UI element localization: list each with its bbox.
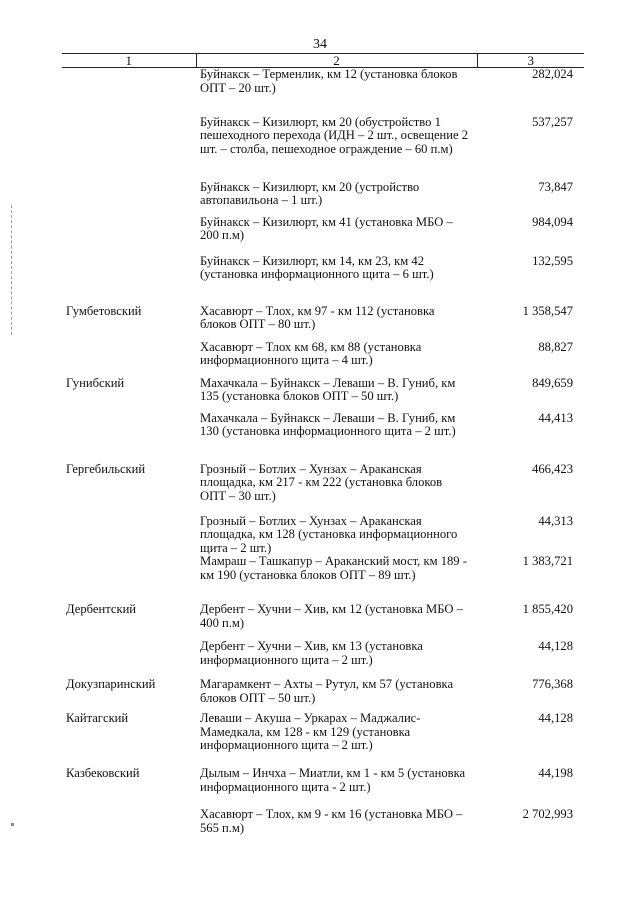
table-row: [62, 216, 584, 255]
table-row: [62, 305, 584, 341]
description-cell: Хасавюрт – Тлох, км 9 - км 16 (установка МБО – 565 п.м): [200, 807, 463, 835]
description-cell: Хасавюрт – Тлох км 68, км 88 (установка информационного щита – 4 шт.): [200, 339, 422, 367]
district-cell: [62, 808, 196, 842]
funding-table: [62, 53, 584, 842]
description-cell: Махачкала – Буйнакск – Леваши – В. Гуниб, км 135 (установка блоков ОПТ – 50 шт.): [200, 375, 456, 403]
amount-cell: 44,128: [538, 639, 573, 653]
district-cell: [62, 412, 196, 463]
description-cell: Буйнакск – Кизилюрт, км 20 (устройство автопавильона – 1 шт.): [200, 179, 420, 207]
table-row: [62, 767, 584, 808]
description-cell: Дербент – Хучни – Хив, км 12 (установка МБО – 400 п.м): [200, 602, 463, 630]
table-row: [62, 68, 584, 116]
margin-fold-marks: [11, 205, 14, 335]
amount-cell: 44,313: [538, 513, 573, 528]
district-cell: [62, 515, 196, 556]
description-cell: Дербент – Хучни – Хив, км 13 (установка информационного щита – 2 шт.): [200, 639, 423, 667]
description-cell: Мамраш – Ташкапур – Араканский мост, км 189 - км 190 (установка блоков ОПТ – 89 шт.): [200, 554, 467, 582]
description-cell: Буйнакск – Терменлик, км 12 (установка блоков ОПТ – 20 шт.): [200, 67, 458, 95]
description-cell: Грозный – Ботлих – Хунзах – Араканская площадка, км 217 - км 222 (установка блоков ОПТ – 30 шт.): [200, 461, 443, 503]
description-cell: Махачкала – Буйнакск – Леваши – В. Гуниб, км 130 (установка информационного щита – 2 шт.): [200, 410, 456, 438]
amount-cell: 1 855,420: [522, 602, 573, 616]
description-cell: Буйнакск – Кизилюрт, км 20 (обустройство 1 пешеходного перехода (ИДН – 2 шт., освещение 2 шт. – столба, пешеходное ограждение – 60 п.м): [200, 114, 469, 156]
district-cell: Докузпаринский: [66, 677, 156, 691]
district-cell: [62, 341, 196, 377]
amount-cell: 73,847: [538, 179, 573, 194]
amount-cell: 537,257: [532, 114, 573, 129]
amount-cell: 88,827: [538, 339, 573, 354]
district-cell: [62, 640, 196, 678]
amount-cell: 282,024: [532, 67, 573, 81]
table-row: [62, 341, 584, 377]
table-row: [62, 515, 584, 556]
amount-cell: 44,413: [538, 410, 573, 425]
table-row: [62, 181, 584, 216]
district-cell: Казбековский: [66, 766, 140, 780]
table-row: [62, 808, 584, 842]
table-row: [62, 116, 584, 181]
margin-dot: [11, 823, 14, 826]
district-cell: Кайтагский: [66, 711, 129, 725]
table-row: [62, 412, 584, 463]
amount-cell: 849,659: [532, 375, 573, 390]
district-cell: [62, 68, 196, 116]
description-cell: Дылым – Инчха – Миатли, км 1 - км 5 (установка информационного щита - 2 шт.): [200, 766, 466, 794]
district-cell: [62, 216, 196, 255]
column-header-2: 2: [196, 54, 477, 68]
amount-cell: 44,198: [538, 766, 573, 780]
column-header-3: 3: [477, 54, 584, 68]
amount-cell: 132,595: [532, 253, 573, 268]
description-cell: Хасавюрт – Тлох, км 97 - км 112 (установка блоков ОПТ – 80 шт.): [200, 303, 435, 331]
amount-cell: 1 358,547: [522, 303, 573, 318]
amount-cell: 1 383,721: [522, 554, 573, 568]
table-row: [62, 678, 584, 712]
amount-cell: 984,094: [532, 214, 573, 229]
district-cell: [62, 116, 196, 181]
description-cell: Буйнакск – Кизилюрт, км 41 (установка МБО – 200 п.м): [200, 214, 453, 242]
table-row: [62, 640, 584, 678]
table-row: [62, 603, 584, 640]
description-cell: Буйнакск – Кизилюрт, км 14, км 23, км 42 (установка информационного щита – 6 шт.): [200, 253, 434, 281]
district-cell: Гергебильский: [66, 461, 146, 476]
amount-cell: 2 702,993: [522, 807, 573, 821]
column-header-1: 1: [62, 54, 196, 68]
table-row: [62, 463, 584, 515]
amount-cell: 776,368: [532, 677, 573, 691]
table-row: [62, 255, 584, 305]
table-row: [62, 377, 584, 412]
amount-cell: 466,423: [532, 461, 573, 476]
description-cell: Магарамкент – Ахты – Рутул, км 57 (установка блоков ОПТ – 50 шт.): [200, 677, 454, 705]
page-number: 34: [313, 37, 327, 52]
district-cell: Дербентский: [66, 602, 137, 616]
district-cell: [62, 181, 196, 216]
table-row: [62, 712, 584, 767]
description-cell: Грозный – Ботлих – Хунзах – Араканская площадка, км 128 (установка информационного щита – 2 шт.): [200, 513, 458, 555]
table-row: [62, 555, 584, 603]
table-header-row: [62, 54, 584, 68]
district-cell: Гунибский: [66, 375, 125, 390]
district-cell: Гумбетовский: [66, 303, 142, 318]
district-cell: [62, 555, 196, 603]
amount-cell: 44,128: [538, 711, 573, 725]
description-cell: Леваши – Акуша – Уркарах – Маджалис-Мамедкала, км 128 - км 129 (установка информационного щита – 2 шт.): [200, 711, 421, 752]
district-cell: [62, 255, 196, 305]
